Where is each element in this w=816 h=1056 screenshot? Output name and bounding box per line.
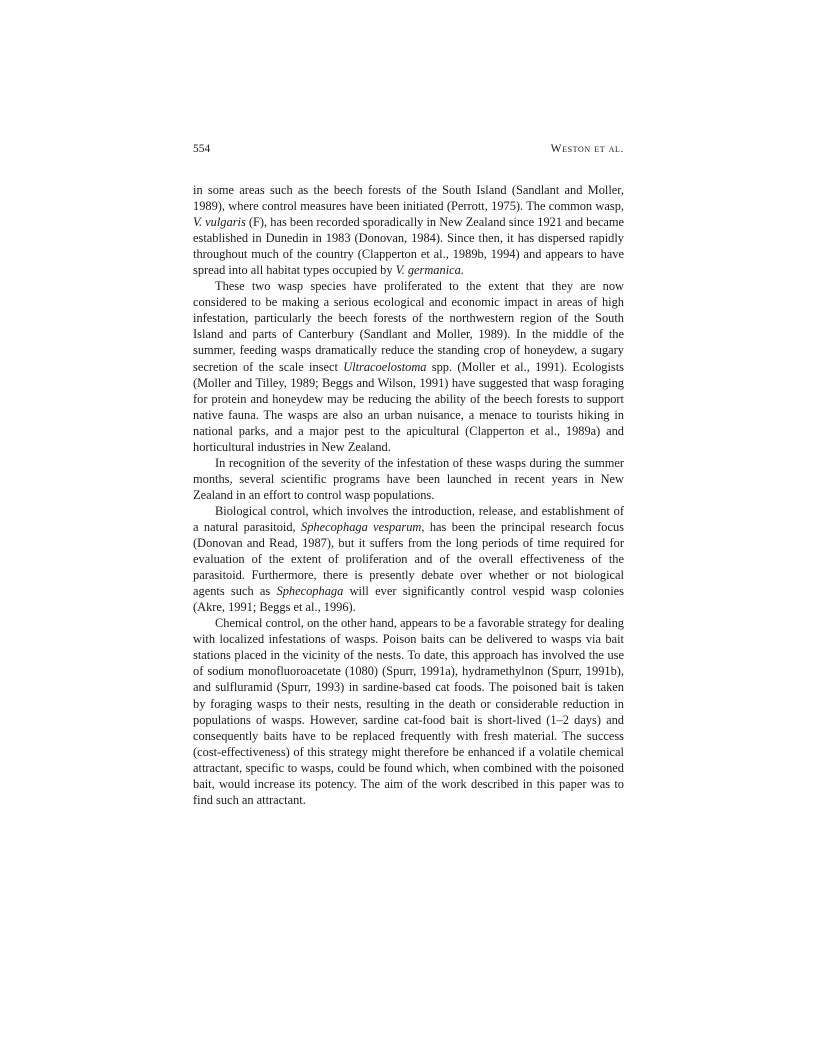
running-head [193,143,624,163]
italic-term: V. germanica. [395,263,464,278]
journal-page [193,143,624,808]
text-run: Biological control, which involves the introduction, release, and establishment of a natural parasitoid, [193,503,624,534]
italic-term: Ultracoelostoma [343,359,427,374]
paragraph [193,182,624,278]
text-run: spp. (Moller et al., 1991). Ecologists (Moller and Tilley, 1989; Beggs and Wilson, 1991) have suggested that wasp foraging for protein and honeydew may be reducing the ability of the beech forests to support native fauna. The wasps are also an urban nuisance, a menace to tourists hiking in national parks, and a major pest to the apicultural (Clapperton et al., 1989a) and horticultural industries in New Zealand. [193,359,624,454]
paragraph [193,615,624,808]
text-run: In recognition of the severity of the infestation of these wasps during the summer months, several scientific programs have been launched in recent years in New Zealand in an effort to control wasp populations. [193,455,624,502]
paragraph [193,278,624,455]
page-number: 554 [193,143,211,155]
paragraph [193,503,624,615]
text-run: These two wasp species have proliferated to the extent that they are now considered to be making a serious ecological and economic impact in areas of high infestation, particularly the beech forests of the northwestern region of the South Island and parts of Canterbury (Sandlant and Moller, 1989). In the middle of the summer, feeding wasps dramatically reduce the standing crop of honeydew, a sugary secretion of the scale insect [193,279,624,374]
body-text [193,182,624,808]
text-run: (F), has been recorded sporadically in New Zealand since 1921 and became established in Dunedin in 1983 (Donovan, 1984). Since then, it has dispersed rapidly throughout much of the country (Clapperton et al., 1989b, 1994) and appears to have spread into all habitat types occupied by [193,215,625,278]
italic-term: Sphecophaga [276,584,344,599]
text-run: in some areas such as the beech forests of the South Island (Sandlant and Moller, 1989), where control measures have been initiated (Perrott, 1975). The common wasp, [193,183,624,214]
text-run: has been the principal research focus (Donovan and Read, 1987), but it suffers from the long periods of time required for evaluation of the extent of proliferation and of the overall effectiveness of the parasitoid. Furthermore, there is presently debate over whether or not biological agents such as [193,519,624,599]
text-run: Chemical control, on the other hand, appears to be a favorable strategy for dealing with localized infestations of wasps. Poison baits can be delivered to wasps via bait stations placed in the vicinity of the nests. To date, this approach has involved the use of sodium monofluoroacetate (1080) (Spurr, 1991a), hydramethylnon (Spurr, 1991b), and sulfluramid (Spurr, 1993) in sardine-based cat foods. The poisoned bait is taken by foraging wasps to their nests, resulting in the death or considerable reduction in populations of wasps. However, sardine cat-food bait is short-lived (1–2 days) and consequently baits have to be replaced frequently with fresh material. The success (cost-effectiveness) of this strategy might therefore be enhanced if a volatile chemical attractant, specific to wasps, could be found which, when combined with the poisoned bait, would increase its potency. The aim of the work described in this paper was to find such an attractant. [193,616,624,807]
running-head-authors: Weston et al. [550,143,624,155]
italic-term: Sphecophaga vesparum, [301,519,425,534]
text-run: will ever significantly control vespid wasp colonies (Akre, 1991; Beggs et al., 1996). [193,584,624,615]
italic-term: V. vulgaris [193,215,246,230]
paragraph [193,455,624,503]
